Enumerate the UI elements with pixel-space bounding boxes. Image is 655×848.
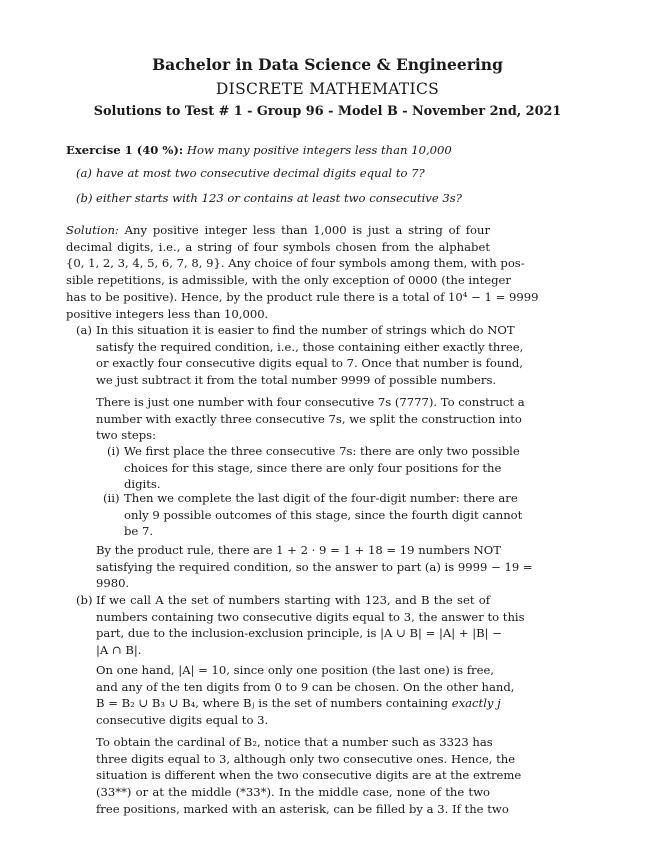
question-b-label: (b)	[76, 191, 93, 205]
question-a-label: (a)	[76, 166, 92, 180]
exercise-statement	[66, 142, 452, 159]
step-i-label: (i)	[107, 444, 120, 458]
step-ii-text: Then we complete the last digit of the four-digit number: there are only 9 possible outcomes of this stage, since the fourth digit cannot be 7.	[124, 491, 523, 539]
question-a: have at most two consecutive decimal digits equal to 7?	[96, 166, 425, 180]
step-i-text: We first place the three consecutive 7s: there are only two possible choices for this stage, since there are only four positions for the digits.	[124, 444, 520, 492]
solution-paragraph	[66, 222, 539, 322]
solution-line: {0, 1, 2, 3, 4, 5, 6, 7, 8, 9}. Any choice of four symbols among them, with pos-	[66, 256, 525, 271]
part-b-label: (b)	[76, 593, 93, 607]
solution-line: decimal digits, i.e., a string of four symbols chosen from the alphabet	[66, 239, 490, 254]
course-title: DISCRETE MATHEMATICS	[215, 80, 440, 98]
part-b-paragraph-3: To obtain the cardinal of B₂, notice that a number such as 3323 has three digits equal to 3, although only two consecutive ones. Hence, the situation is different when the two consecutive digits are at the extreme (33**) or at the middle (*33*). In the middle case, none of the two free positions, marked with an asterisk, can be filled by a 3. If the two	[96, 735, 522, 816]
test-subtitle: Solutions to Test # 1 - Group 96 - Model B - November 2nd, 2021	[93, 104, 562, 119]
solution-line: sible repetitions, is admissible, with the only exception of 0000 (the integer	[66, 273, 511, 288]
exercise-label: Exercise 1 (40 %):	[66, 143, 184, 157]
emphasis-exactly-j: exactly j	[451, 696, 501, 711]
part-a-paragraph-1: In this situation it is easier to find the number of strings which do NOT satisfy the required condition, i.e., those containing either exactly three, or exactly four consecutive digits equal to 7. Once that number is found, we just subtract it from the total number 9999 of possible numbers.	[96, 323, 524, 388]
part-b-paragraph-1: If we call A the set of numbers starting with 123, and B the set of numbers containing two consecutive digits equal to 3, the answer to this part, due to the inclusion-exclusion principle, is |A ∪ B| = |A| + |B| − |A ∩ B|.	[96, 593, 525, 658]
solution-line: positive integers less than 10,000.	[66, 306, 269, 321]
solution-line: Solution: Any positive integer less than 1,000 is just a string of four	[66, 223, 490, 237]
solution-label: Solution:	[66, 223, 119, 237]
part-a-label: (a)	[76, 323, 92, 337]
exercise-question: How many positive integers less than 10,000	[186, 143, 452, 157]
step-ii-label: (ii)	[103, 491, 120, 505]
solution-line: has to be positive). Hence, by the product rule there is a total of 10⁴ − 1 = 9999	[66, 289, 539, 304]
part-a-paragraph-2: There is just one number with four consecutive 7s (7777). To construct a number with exactly three consecutive 7s, we split the construction into two steps:	[96, 395, 525, 443]
question-b: either starts with 123 or contains at least two consecutive 3s?	[96, 191, 462, 205]
part-a-paragraph-3: By the product rule, there are 1 + 2 · 9 = 1 + 18 = 19 numbers NOT satisfying the required condition, so the answer to part (a) is 9999 − 19 = 9980.	[96, 543, 533, 591]
program-title: Bachelor in Data Science & Engineering	[152, 55, 503, 74]
part-b-paragraph-2: On one hand, |A| = 10, since only one position (the last one) is free, and any of the ten digits from 0 to 9 can be chosen. On the other hand, B = B₂ ∪ B₃ ∪ B₄, where Bⱼ is the set of numbers containing exactly j consecutive digits equal to 3.	[96, 663, 515, 728]
